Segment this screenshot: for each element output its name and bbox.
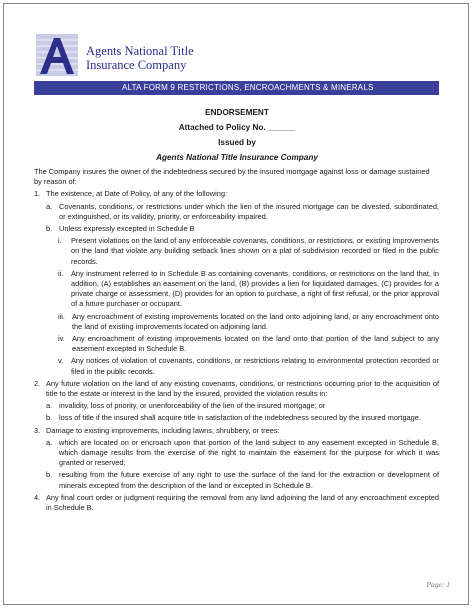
section-text: Damage to existing improvements, including lawns, shrubbery, or trees: [46, 425, 280, 435]
issuer-name: Agents National Title Insurance Company [156, 153, 318, 162]
subitem-text: Any encroachment of existing improvements located on the land onto adjoining land, or any encroachment onto the land of existing improvements located on adjoining land. [72, 311, 439, 331]
section-1b-i [34, 236, 439, 267]
policy-number-line: Attached to Policy No. ______ [178, 123, 296, 132]
section-4 [34, 493, 439, 513]
section-text: Any future violation on the land of any existing covenants, conditions, or restrictions occurring prior to the acquisition of title to the estate or interest in the land by the insured, provided the violation results in: [46, 378, 439, 399]
section-marker: 2. [34, 378, 41, 388]
section-1b-iv [34, 334, 439, 354]
item-marker: a. [46, 401, 53, 411]
section-2a [34, 401, 439, 411]
subitem-marker: v. [58, 356, 64, 366]
item-marker: b. [46, 470, 53, 480]
endorsement-heading: ENDORSEMENT [205, 108, 269, 117]
item-marker: b. [46, 224, 53, 234]
section-3 [34, 426, 439, 436]
item-marker: b. [46, 413, 53, 423]
intro-paragraph: The Company insures the owner of the indebtedness secured by the insured mortgage against loss or damage sustained by reason of: [34, 167, 430, 187]
subitem-marker: ii. [58, 268, 64, 278]
endorsement-body [34, 167, 439, 513]
subitem-marker: i. [58, 236, 62, 246]
subitem-text: Any instrument referred to in Schedule B as containing covenants, conditions, or restrictions on the land that, in addition, (A) establishes an easement on the land, (B) provides a lien for liquidated damages, (C) provides for a private charge or assessment, (D) provides for an option to purchase, a right of first refusal, or the prior approval of a future purchaser or occupant. [71, 268, 439, 309]
company-name [86, 44, 194, 72]
item-text: invalidity, loss of priority, or unenforceability of the lien of the insured mortgage; or [59, 401, 326, 411]
page-number: Page: 1 [426, 580, 450, 589]
section-1a [34, 202, 439, 222]
section-text: Any final court order or judgment requiring the removal from any land adjoining the land of any encroachment excepted in Schedule B. [46, 492, 439, 513]
company-logo [36, 34, 78, 76]
company-name-line1: Agents National Title [86, 44, 194, 58]
section-text: The existence, at Date of Policy, of any of the following: [46, 189, 228, 199]
issued-by-label: Issued by [218, 138, 256, 147]
section-2 [34, 379, 439, 399]
section-1 [34, 189, 439, 199]
subitem-text: Any notices of violation of covenants, conditions, or restrictions relating to environmental protection recorded or filed in the public records. [71, 356, 439, 376]
section-marker: 1. [34, 189, 41, 199]
subitem-text: Any encroachment of existing improvements located on the land onto that portion of the land subject to any easement excepted in Schedule B. [72, 334, 439, 354]
section-3a [34, 438, 439, 469]
item-text: resulting from the future exercise of any right to use the surface of the land for the extraction or development of minerals excepted from the description of the land or excepted in Schedule B. [59, 470, 439, 490]
section-1b [34, 224, 439, 234]
subitem-text: Present violations on the land of any enforceable covenants, conditions, or restrictions, or existing improvements on the land that violate any building setback lines shown on a plat of subdivision recorded or filed in the public records. [71, 236, 439, 266]
item-marker: a. [46, 201, 53, 211]
item-text: which are located on or encroach upon that portion of the land subject to any easement excepted in Schedule B, which damage results from the exercise of the right to maintain the easement for the purpose for which it was granted or reserved; [59, 437, 439, 468]
form-title-banner: ALTA FORM 9 RESTRICTIONS, ENCROACHMENTS & MINERALS [34, 81, 439, 95]
item-text: Covenants, conditions, or restrictions under which the lien of the insured mortgage can be divested, subordinated, or extinguished, or its validity, priority, or enforceability impaired. [59, 201, 439, 221]
section-marker: 3. [34, 425, 41, 435]
subitem-marker: iv. [58, 334, 65, 344]
section-marker: 4. [34, 492, 41, 502]
item-marker: a. [46, 437, 53, 447]
section-1b-ii [34, 269, 439, 310]
document-page [3, 3, 469, 605]
section-1b-iii [34, 312, 439, 332]
subitem-marker: iii. [58, 311, 65, 321]
item-text: loss of title if the insured shall acquire title in satisfaction of the indebtedness secured by the insured mortgage. [59, 413, 421, 423]
item-text: Unless expressly excepted in Schedule B [59, 224, 195, 234]
section-2b [34, 413, 439, 423]
section-1b-v [34, 356, 439, 376]
section-3b [34, 470, 439, 490]
company-name-line2: Insurance Company [86, 58, 187, 72]
